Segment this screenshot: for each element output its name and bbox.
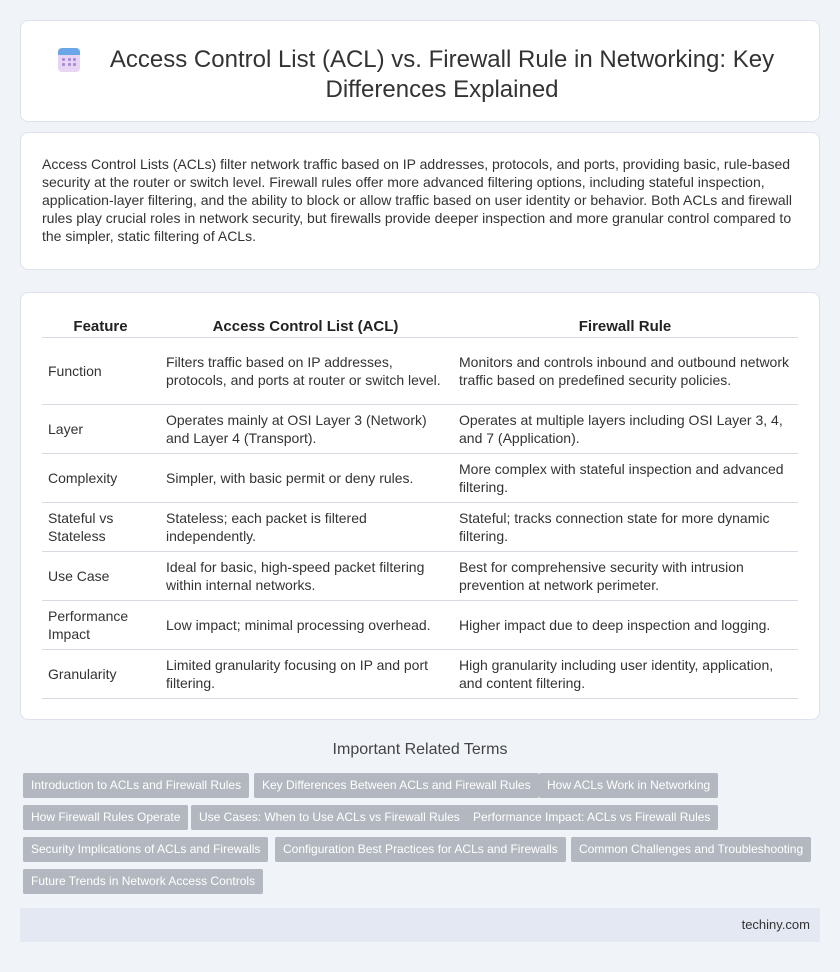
- title-card: [20, 20, 820, 122]
- page-title: [21, 45, 819, 105]
- firewall-cell: Higher impact due to deep inspection and logging.: [452, 601, 798, 650]
- table-row: [42, 454, 798, 503]
- acl-cell: Ideal for basic, high-speed packet filtering within internal networks.: [159, 552, 452, 601]
- related-term-link[interactable]: Introduction to ACLs and Firewall Rules: [23, 773, 249, 798]
- firewall-cell: More complex with stateful inspection and advanced filtering.: [452, 454, 798, 503]
- table-header-row: [42, 314, 798, 338]
- acl-cell: Limited granularity focusing on IP and port filtering.: [159, 650, 452, 699]
- firewall-cell: Stateful; tracks connection state for more dynamic filtering.: [452, 503, 798, 552]
- firewall-cell: Best for comprehensive security with intrusion prevention at network perimeter.: [452, 552, 798, 601]
- feature-cell: Performance Impact: [42, 601, 159, 650]
- table-row: [42, 601, 798, 650]
- acl-cell: Stateless; each packet is filtered independently.: [159, 503, 452, 552]
- table-row: [42, 338, 798, 405]
- firewall-cell: Monitors and controls inbound and outbound network traffic based on predefined security policies.: [452, 338, 798, 405]
- title-text: Access Control List (ACL) vs. Firewall Rule in Networking: Key Differences Explained: [109, 46, 775, 103]
- related-terms-heading: Important Related Terms: [332, 741, 508, 758]
- feature-cell: Stateful vs Stateless: [42, 503, 159, 552]
- table-row: [42, 405, 798, 454]
- intro-card: [20, 132, 820, 270]
- table-row: [42, 650, 798, 699]
- calendar-icon: [58, 48, 80, 72]
- acl-cell: Simpler, with basic permit or deny rules.: [159, 454, 452, 503]
- related-term-link[interactable]: Common Challenges and Troubleshooting: [571, 837, 811, 862]
- acl-cell: Operates mainly at OSI Layer 3 (Network) and Layer 4 (Transport).: [159, 405, 452, 454]
- firewall-cell: High granularity including user identity, application, and content filtering.: [452, 650, 798, 699]
- related-term-link[interactable]: How Firewall Rules Operate: [23, 805, 188, 830]
- related-term-link[interactable]: Configuration Best Practices for ACLs and Firewalls: [275, 837, 566, 862]
- acl-cell: Filters traffic based on IP addresses, protocols, and ports at router or switch level.: [159, 338, 452, 405]
- column-header-acl: Access Control List (ACL): [159, 314, 452, 338]
- feature-cell: Granularity: [42, 650, 159, 699]
- related-term-link[interactable]: Performance Impact: ACLs vs Firewall Rules: [465, 805, 718, 830]
- related-term-link[interactable]: Security Implications of ACLs and Firewalls: [23, 837, 268, 862]
- related-term-link[interactable]: How ACLs Work in Networking: [539, 773, 718, 798]
- acl-cell: Low impact; minimal processing overhead.: [159, 601, 452, 650]
- footer-brand[interactable]: techiny.com: [741, 917, 810, 932]
- feature-cell: Function: [42, 338, 159, 405]
- feature-cell: Complexity: [42, 454, 159, 503]
- comparison-table-card: [20, 292, 820, 720]
- related-term-link[interactable]: Use Cases: When to Use ACLs vs Firewall Rules: [191, 805, 468, 830]
- related-term-link[interactable]: Key Differences Between ACLs and Firewall Rules: [254, 773, 539, 798]
- feature-cell: Layer: [42, 405, 159, 454]
- table-row: [42, 503, 798, 552]
- footer: [20, 908, 820, 942]
- firewall-cell: Operates at multiple layers including OSI Layer 3, 4, and 7 (Application).: [452, 405, 798, 454]
- table-row: [42, 552, 798, 601]
- related-term-link[interactable]: Future Trends in Network Access Controls: [23, 869, 263, 894]
- comparison-table: [42, 314, 798, 699]
- column-header-firewall: Firewall Rule: [452, 314, 798, 338]
- feature-cell: Use Case: [42, 552, 159, 601]
- intro-paragraph: Access Control Lists (ACLs) filter network traffic based on IP addresses, protocols, and ports, providing basic, rule-based security at the router or switch level. Firewall rules offer more advanced filtering options, including stateful inspection, application-layer filtering, and the ability to block or allow traffic based on user identity or behavior. Both ACLs and firewall rules play crucial roles in network security, but firewalls provide deeper inspection and more granular control compared to the simpler, static filtering of ACLs.: [42, 156, 792, 244]
- column-header-feature: Feature: [42, 314, 159, 338]
